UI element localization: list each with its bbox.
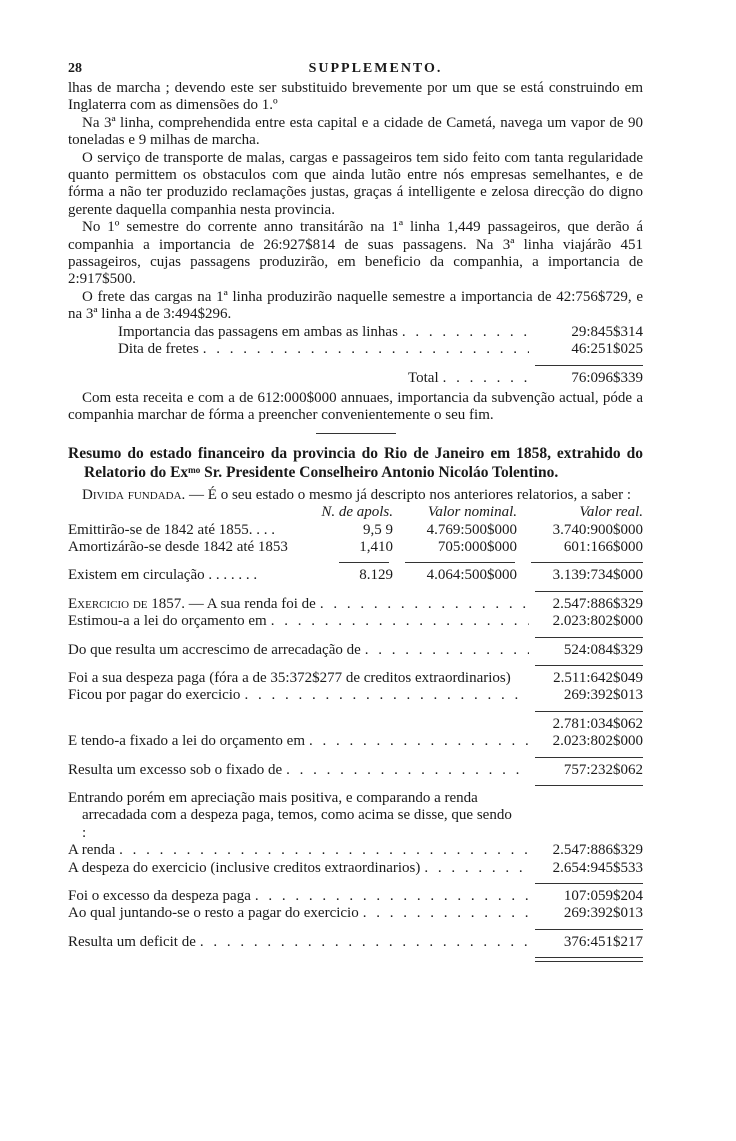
- running-title: SUPPLEMENTO.: [308, 61, 443, 76]
- total-label: Total: [408, 369, 439, 386]
- paragraph: O serviço de transporte de malas, cargas e passageiros tem sido feito com tanta regularidade quanto permittem os obstaculos com que ainda lutão entre nós empresas semelhantes, e de fórma a não ter produzido reclamações justas, graças á intelligente e zelosa direcção do digno gerente daquella companhia nesta provincia.: [68, 149, 643, 218]
- section-title: Resumo do estado financeiro da provincia do Rio de Janeiro em 1858, extrahido do Relatorio do Exᵐᵒ Sr. Presidente Conselheiro Antonio Nicoláo Tolentino.: [68, 444, 643, 481]
- row-label: Estimou-a a lei do orçamento em: [68, 613, 267, 630]
- ledger-row: [68, 842, 643, 859]
- paragraph: Na 3ª linha, comprehendida entre esta capital e a cidade de Cametá, navega um vapor de 90 toneladas e 9 milhas de marcha.: [68, 114, 643, 149]
- cell: 3.740:900$000: [552, 521, 643, 538]
- ledger-row: [68, 762, 643, 779]
- paragraph-text: — É o seu estado o mesmo já descripto nos anteriores relatorios, a saber :: [185, 486, 631, 503]
- paragraph: No 1º semestre do corrente anno transitárão na 1ª linha 1,449 passageiros, que derão á companhia a importancia de 26:927$814 de suas passagens. Na 3ª linha viajárão 451 passageiros, cujas passagens produzirão, em beneficio da companhia, a importancia de 2:917$500.: [68, 219, 643, 288]
- cell: 9,5 9: [363, 521, 393, 538]
- row-amount: 29:845$314: [571, 323, 643, 340]
- row-label: Ficou por pagar do exercicio: [68, 687, 241, 704]
- cell: Emittirão-se de 1842 até 1855. . . .: [68, 521, 276, 538]
- cell: 8.129: [359, 567, 393, 584]
- table-header: [68, 504, 643, 521]
- summary-row: [68, 341, 643, 358]
- row-amount: 524:084$329: [563, 641, 643, 658]
- column-header: Valor real.: [579, 504, 643, 521]
- ledger-row: [68, 687, 643, 704]
- sum-rule: [535, 757, 643, 758]
- row-amount: 269:392$013: [563, 687, 643, 704]
- paragraph: Com esta receita e com a de 612:000$000 annuaes, importancia da subvenção actual, póde a companhia marchar de fórma a preencher convenientemente o seu fim.: [68, 389, 643, 424]
- ledger-row: [68, 888, 643, 905]
- column-header: Valor nominal.: [427, 504, 517, 521]
- sum-rule: [535, 883, 643, 884]
- paragraph: O frete das cargas na 1ª linha produzirão naquelle semestre a importancia de 42:756$729, e na 3ª linha a de 3:494$296.: [68, 288, 643, 323]
- total-amount: 76:096$339: [571, 369, 643, 386]
- sum-rule: [535, 711, 643, 712]
- cell: Existem em circulação . . . . . . .: [68, 567, 258, 584]
- table-row: [68, 539, 643, 556]
- row-label: Resulta um deficit de: [68, 933, 196, 950]
- paragraph: [68, 487, 643, 504]
- lead-in: Divida fundada.: [82, 486, 186, 503]
- row-label: Foi o excesso da despeza paga: [68, 888, 251, 905]
- row-amount: 269:392$013: [563, 905, 643, 922]
- row-label: Do que resulta um accrescimo de arrecadação de: [68, 641, 361, 658]
- row-amount: 2.511:642$049: [553, 669, 643, 686]
- debt-table: [68, 504, 643, 592]
- ledger-row: [68, 905, 643, 922]
- row-label: A renda: [68, 842, 116, 859]
- row-label: Resulta um excesso sob o fixado de: [68, 761, 283, 778]
- lead-in: Exercicio de: [68, 595, 148, 612]
- row-amount: 2.023:802$000: [552, 733, 643, 750]
- running-header: [68, 60, 643, 80]
- row-amount: 376:451$217: [563, 933, 643, 950]
- paragraph: Entrando porém em apreciação mais positiva, e comparando a renda arrecadada com a despeza paga, temos, como acima se disse, que sendo :: [68, 790, 512, 841]
- cell: Amortizárão-se desde 1842 até 1853: [68, 538, 288, 555]
- total-row: [68, 370, 643, 387]
- row-label: Foi a sua despeza paga (fóra a de 35:372$277 de creditos extraordinarios): [68, 669, 511, 686]
- ledger-row: [68, 670, 643, 687]
- row-amount: 757:232$062: [563, 761, 643, 778]
- ledger-row: [68, 860, 643, 877]
- section-divider: [316, 433, 396, 434]
- sum-rule: [535, 637, 643, 638]
- paragraph: lhas de marcha ; devendo este ser substituido brevemente por um que se está construindo em Inglaterra com as dimensões do 1.º: [68, 80, 643, 114]
- row-amount: 46:251$025: [571, 341, 643, 358]
- ledger-row: [68, 642, 643, 659]
- double-rule: [535, 957, 643, 962]
- cell: 3.139:734$000: [552, 567, 643, 584]
- cell: 601:166$000: [563, 538, 643, 555]
- sum-rule: [535, 929, 643, 930]
- row-label: E tendo-a fixado a lei do orçamento em: [68, 733, 305, 750]
- row-amount: 2.781:034$062: [552, 715, 643, 732]
- row-label: 1857. — A sua renda foi de: [151, 595, 316, 612]
- row-label: Dita de fretes: [118, 341, 199, 358]
- row-amount: 2.023:802$000: [552, 613, 643, 630]
- row-amount: 2.547:886$329: [552, 842, 643, 859]
- row-label: A despeza do exercicio (inclusive creditos extraordinarios): [68, 859, 421, 876]
- cell: 1,410: [359, 538, 393, 555]
- sum-rule: [535, 665, 643, 666]
- cell: 705:000$000: [437, 538, 517, 555]
- row-label: Importancia das passagens em ambas as linhas: [118, 323, 398, 340]
- cell: 4.064:500$000: [426, 567, 517, 584]
- sum-rule: [535, 785, 643, 786]
- sum-rule: [535, 591, 643, 592]
- cell: 4.769:500$000: [426, 521, 517, 538]
- ledger-row: [68, 716, 643, 733]
- summary-row: [68, 324, 643, 341]
- document-page: [68, 60, 643, 966]
- ledger-row: [68, 934, 643, 951]
- table-row: [68, 567, 643, 584]
- sum-rules: [68, 562, 643, 563]
- row-amount: 2.654:945$533: [552, 859, 643, 876]
- column-header: N. de apols.: [321, 504, 393, 521]
- row-label: Ao qual juntando-se o resto a pagar do exercicio: [68, 905, 359, 922]
- table-row: [68, 522, 643, 539]
- ledger-row: [68, 613, 643, 630]
- sum-rule: [535, 365, 643, 366]
- row-amount: 2.547:886$329: [552, 595, 643, 612]
- ledger-row: [68, 733, 643, 750]
- ledger-row: [68, 596, 643, 613]
- row-amount: 107:059$204: [563, 888, 643, 905]
- page-number: 28: [68, 61, 82, 76]
